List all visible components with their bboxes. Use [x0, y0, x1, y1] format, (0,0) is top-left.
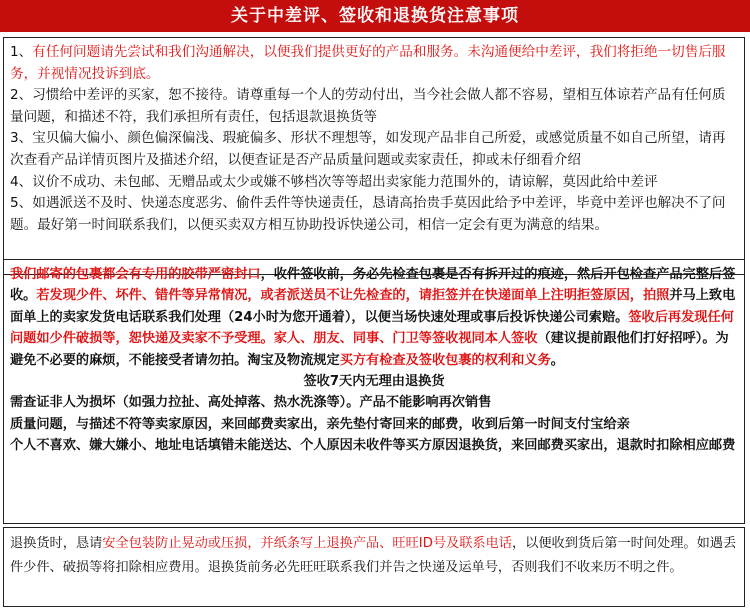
signing-red-text: 若发现少件、坏件、错件等异常情况，或者派送员不让先检查的，请拒签并在快递面单上注明拒签原因，拍照	[36, 288, 670, 304]
packaging-red-text: 安全包装防止晃动或压损，并纸条写上退换产品、旺旺ID号及联系电话	[102, 536, 512, 551]
review-policy-panel	[3, 37, 745, 275]
policy-item-number: 4、	[10, 173, 33, 190]
signing-text: 。	[550, 352, 564, 368]
packaging-text: 退换货时，恳请	[10, 536, 103, 551]
signing-text: ，收件签收前，务必先检查包裹是否有拆开过的痕迹，然后开包检查产品完整后签收。	[10, 267, 736, 304]
policy-item-5	[10, 193, 738, 236]
return-line-1: 需查证非人为损坏（如强力拉扯、高处掉落、热水洗涤等）。产品不能影响再次销售	[10, 395, 492, 411]
policy-item-3	[10, 128, 738, 171]
policy-item-2	[10, 85, 738, 128]
policy-item-text: 有任何问题请先尝试和我们沟通解决，以便我们提供更好的产品和服务。未沟通便给中差评，我们将拒绝一切售后服务，并视情况投诉到底。	[10, 44, 726, 82]
policy-item-number: 5、	[10, 195, 33, 212]
policy-item-number: 2、	[10, 87, 33, 104]
notice-banner: 关于中差评、签收和退换货注意事项	[0, 0, 750, 32]
signing-text: 并马上致电面单上的卖家发货电话联系我们处理（24小时为您开通着），以便当场快速处理或事后投诉快递公司索赔。	[10, 288, 736, 325]
signing-paragraph	[10, 264, 738, 371]
return-heading: 签收7天内无理由退换货	[303, 374, 445, 390]
signing-returns-panel	[3, 259, 745, 524]
return-packaging-panel	[3, 527, 745, 607]
policy-item-text: 议价不成功、未包邮、无赠品或太少或嫌不够档次等等超出卖家能力范围外的，请谅解，莫因此给中差评	[32, 173, 658, 190]
packaging-text: ，以便收到货后第一时间处理。如遇丢件少件、破损等将扣除相应费用。退换货前务必先旺旺联系我们并告之快递及运单号，否则我们不收来历不明之件。	[10, 536, 737, 575]
return-line-3: 个人不喜欢、嫌大嫌小、地址电话填错未能送达、个人原因未收件等买方原因退换货，来回邮费买家出，退款时扣除相应邮费	[10, 438, 736, 454]
policy-item-1	[10, 42, 738, 85]
return-packaging-paragraph	[10, 532, 738, 580]
policy-item-number: 1、	[10, 44, 33, 60]
policy-item-text: 宝贝偏大偏小、颜色偏深偏浅、瑕疵偏多、形状不理想等，如发现产品非自己所爱，或感觉质量不如自己所望，请再次查看产品详情页图片及描述介绍，以便查证是否产品质量问题或卖家责任，抑或未仔细看介绍	[10, 130, 726, 168]
return-line-2: 质量问题，与描述不符等卖家原因，来回邮费卖家出，亲先垫付寄回来的邮费，收到后第一时间支付宝给亲	[10, 416, 630, 432]
signing-red-text: 签收后再发现任何问题如少件破损等，恕快递及卖家不予受理。家人、朋友、同事、门卫等签收视同本人签收	[10, 309, 734, 347]
signing-red-text: 买方有检查及签收包裹的权利和义务	[339, 352, 551, 368]
signing-text: （建议提前跟他们打好招呼）。为避免不必要的麻烦，不能接受者请勿拍。淘宝及物流规定	[10, 331, 729, 368]
policy-item-text: 如遇派送不及时、快递态度恶劣、偷件丢件等快递责任，恳请高抬贵手莫因此给予中差评，毕竟中差评也解决不了问题。最好第一时间联系我们，以便买卖双方相互协助投诉快递公司，相信一定会有更为满意的结果。	[10, 195, 726, 233]
policy-item-text: 习惯给中差评的买家，恕不接待。请尊重每一个人的劳动付出，当今社会做人都不容易，望相互体谅若产品有任何质量问题，和描述不符，我们承担所有责任，包括退款退换货等	[10, 87, 726, 125]
policy-item-number: 3、	[10, 130, 33, 147]
signing-red-text: 我们邮寄的包裹都会有专用的胶带严密封口	[10, 267, 261, 282]
policy-item-4	[10, 172, 738, 194]
